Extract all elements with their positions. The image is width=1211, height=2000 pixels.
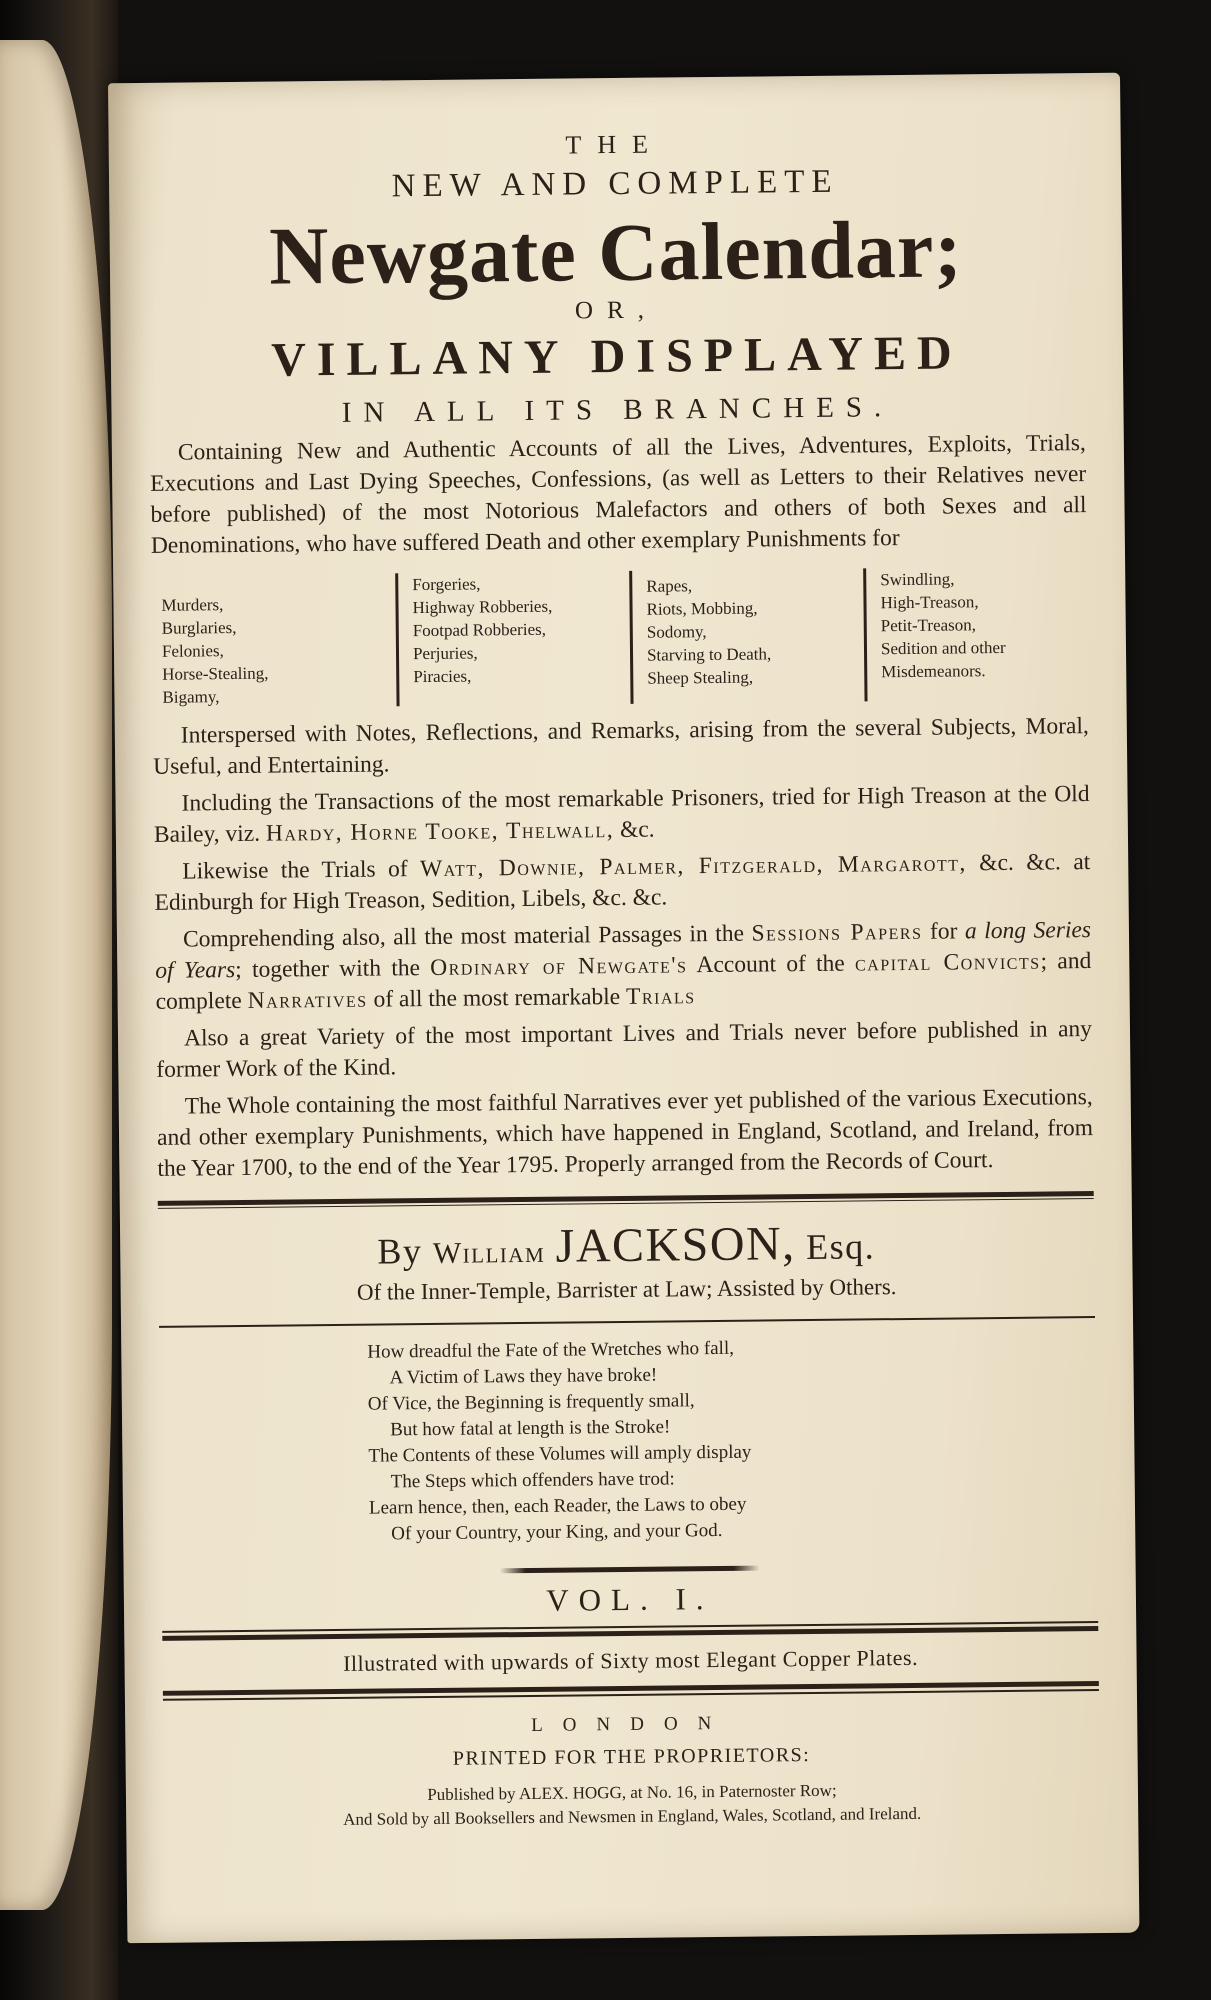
- comprehending-text: ; together with the: [235, 954, 421, 983]
- crime-item: Bigamy,: [162, 686, 220, 707]
- crime-item: Sodomy,: [646, 621, 707, 642]
- imprint-sellers: And Sold by all Booksellers and Newsmen in England, Wales, Scotland, and Ireland.: [343, 1804, 922, 1830]
- author-affiliation: Of the Inner-Temple, Barrister at Law; Assisted by Others.: [356, 1274, 897, 1305]
- byline-esq: Esq.: [805, 1226, 876, 1268]
- including-text: Including the Transactions of the most remarkable Prisoners, tried for High Treason at the Old Bailey, viz.: [153, 780, 1090, 848]
- subtitle-villany-displayed: VILLANY DISPLAYED: [270, 325, 963, 387]
- title-page-content: [147, 123, 1101, 1834]
- byline-by: By: [377, 1231, 423, 1272]
- byline-first-name: William: [432, 1235, 546, 1271]
- crime-item: Felonies,: [161, 640, 224, 661]
- subtitle-in-all-its-branches: IN ALL ITS BRANCHES.: [341, 390, 894, 429]
- crime-item: High-Treason,: [880, 591, 979, 612]
- crime-item: Forgeries,: [412, 574, 481, 594]
- including-names: Hardy, Horne Tooke, Thelwall,: [265, 816, 615, 847]
- crime-item: Misdemeanors.: [881, 660, 986, 681]
- intro-paragraph: Containing New and Authentic Accounts of all the Lives, Adventures, Exploits, Trials, Executions and Last Dying Speeches, Confessions, (as well as Letters to their Relatives never before published) of the most Notorious Malefactors and others of both Sexes and all Denominations, who have suffered Death and other exemplary Punishments for: [150, 429, 1087, 559]
- crime-item: Sedition and other: [880, 637, 1006, 658]
- crime-item: Riots, Mobbing,: [646, 598, 758, 619]
- long-series-of-years: a long Series of Years: [155, 916, 1092, 984]
- crimes-column-2: [395, 571, 616, 706]
- comprehending-text: Comprehending also, all the most material Passages in the: [182, 920, 745, 953]
- divider-rule: [159, 1316, 1095, 1328]
- imprint-city: LONDON: [531, 1712, 732, 1737]
- interspersed-paragraph: Interspersed with Notes, Reflections, and Remarks, arising from the several Subjects, Moral, Useful, and Entertaining.: [153, 712, 1089, 780]
- likewise-names: Watt, Downie, Palmer, Fitzgerald, Margarott,: [419, 849, 967, 882]
- likewise-paragraph: [154, 847, 1091, 919]
- crime-item: Murders,: [161, 594, 224, 615]
- trials: Trials: [625, 982, 696, 1010]
- illustration-note: Illustrated with upwards of Sixty most Elegant Copper Plates.: [342, 1645, 919, 1677]
- including-end: &c.: [619, 816, 655, 843]
- imprint-publisher: Published by ALEX. HOGG, at No. 16, in Paternoster Row;: [427, 1780, 837, 1805]
- crimes-column-4: [863, 566, 1084, 701]
- likewise-text: Likewise the Trials of: [182, 855, 408, 885]
- author-byline: [158, 1213, 1095, 1278]
- crimes-column-3: [629, 568, 850, 703]
- poem-line: Of Vice, the Beginning is frequently small,: [367, 1390, 695, 1415]
- title-new-and-complete: NEW AND COMPLETE: [391, 163, 839, 205]
- left-page-leaf: [0, 40, 112, 1910]
- title-or: OR,: [574, 296, 659, 325]
- imprint-printed-for: PRINTED FOR THE PROPRIETORS:: [452, 1744, 811, 1770]
- crimes-column-1: [161, 573, 382, 708]
- capital-convicts: capital Convicts: [854, 948, 1041, 977]
- comprehending-text: for: [929, 918, 958, 945]
- also-paragraph: Also a great Variety of the most important Lives and Trials never before published in any former Work of the Kind.: [156, 1015, 1093, 1083]
- divider-double-rule: [162, 1621, 1098, 1641]
- poem-line: Of your Country, your King, and your God.: [391, 1520, 723, 1545]
- title-the: THE: [565, 129, 665, 160]
- crime-item: Starving to Death,: [646, 644, 772, 665]
- crime-item: Rapes,: [646, 575, 693, 596]
- ordinary-of-newgate: Ordinary of Newgate's: [430, 951, 688, 981]
- whole-paragraph: The Whole containing the most faithful Narratives ever yet published of the various Executions, and other exemplary Punishments, which have happened in England, Scotland, and Ireland, from the Year 1700, to the end of the Year 1795. Properly arranged from the Records of Court.: [156, 1083, 1094, 1182]
- poem-line: How dreadful the Fate of the Wretches who fall,: [367, 1337, 735, 1363]
- crimes-list: [161, 566, 1084, 709]
- narratives: Narratives: [247, 986, 368, 1014]
- divider-double-rule: [163, 1681, 1099, 1701]
- main-title: Newgate Calendar;: [268, 203, 963, 302]
- crime-item: Horse-Stealing,: [162, 663, 269, 684]
- comprehending-paragraph: [155, 915, 1092, 1018]
- crime-item: Piracies,: [413, 666, 472, 686]
- ornamental-rule: [500, 1566, 760, 1574]
- comprehending-text: of all the most remarkable: [373, 983, 621, 1013]
- crime-item: Burglaries,: [161, 617, 237, 638]
- title-page: [108, 73, 1139, 1943]
- volume-number: VOL. I.: [546, 1581, 714, 1618]
- crime-item: Footpad Robberies,: [412, 619, 547, 640]
- likewise-end: &c. &c. at Edinburgh for High Treason, Sedition, Libels, &c. &c.: [154, 848, 1091, 916]
- byline-surname: JACKSON,: [555, 1217, 796, 1273]
- crime-item: Petit-Treason,: [880, 614, 977, 635]
- crime-item: Swindling,: [880, 569, 955, 589]
- crime-item: Highway Robberies,: [412, 596, 553, 617]
- including-paragraph: [153, 779, 1090, 851]
- sessions-papers: Sessions Papers: [751, 918, 923, 947]
- poem-line: A Victim of Laws they have broke!: [389, 1364, 658, 1389]
- crime-item: Perjuries,: [412, 643, 478, 663]
- epigraph-poem: [367, 1334, 889, 1547]
- comprehending-text: Account of the: [696, 950, 845, 978]
- poem-line: Learn hence, then, each Reader, the Laws to obey: [368, 1493, 747, 1519]
- crime-item: Sheep Stealing,: [647, 667, 754, 688]
- comprehending-text: ; and complete: [155, 947, 1092, 1015]
- poem-line: But how fatal at length is the Stroke!: [390, 1416, 671, 1441]
- poem-line: The Steps which offenders have trod:: [390, 1468, 675, 1493]
- poem-line: The Contents of these Volumes will amply display: [368, 1441, 752, 1467]
